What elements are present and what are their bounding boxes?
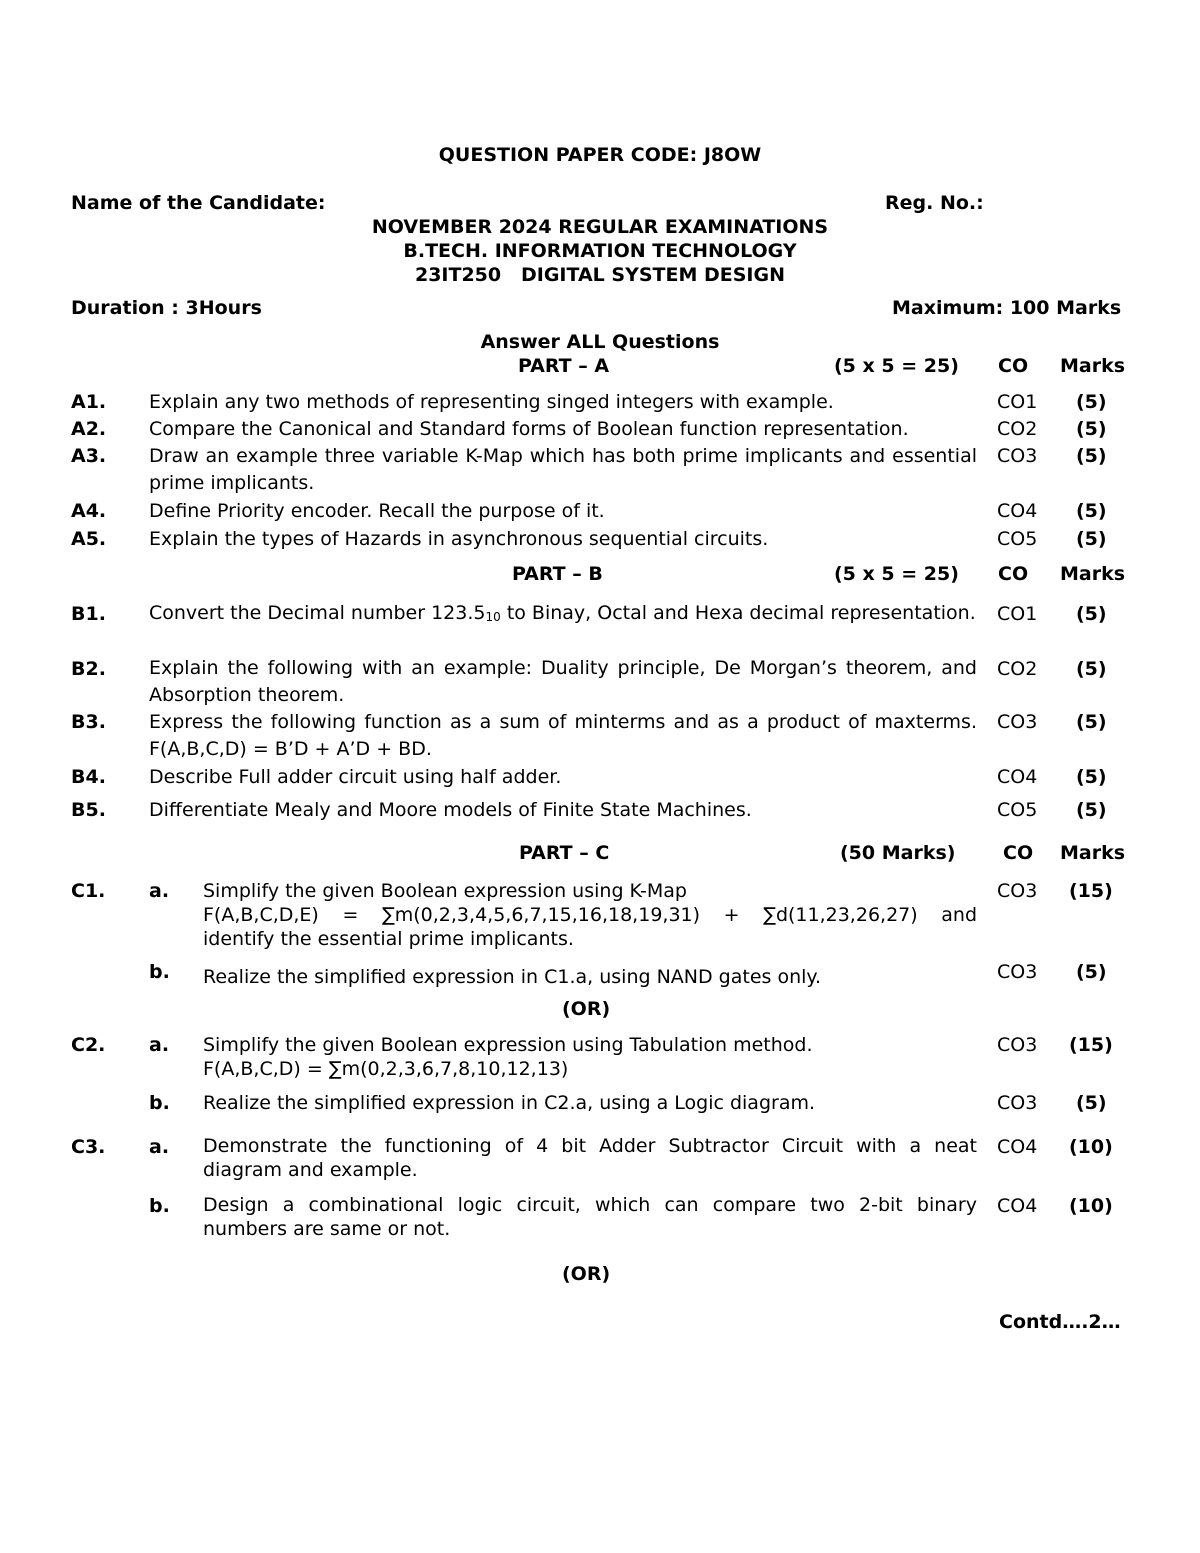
part-a-co-header: CO [998,355,1029,377]
question-text [149,600,977,631]
question-text-part: to Binay, Octal and Hexa decimal representation. [500,602,976,624]
question-text-line: identify the essential prime implicants. [203,928,574,950]
question-text: Explain the following with an example: Duality principle, De Morgan’s theorem, and Absorption theorem. [149,657,977,706]
question-marks: (5) [1076,528,1107,550]
question-co: CO4 [997,500,1038,522]
reg-no-label: Reg. No.: [885,192,984,214]
question-co: CO4 [997,1195,1038,1217]
sub-question-label: b. [149,1195,170,1217]
part-c-co-header: CO [1003,842,1034,864]
question-text-line: Simplify the given Boolean expression using Tabulation method. [203,1034,813,1056]
expression-line: F(A,B,C,D) = ∑m(0,2,3,6,7,8,10,12,13) [203,1058,569,1080]
question-marks: (5) [1076,500,1107,522]
question-text: Explain any two methods of representing singed integers with example. [149,391,834,413]
question-co: CO2 [997,418,1038,440]
question-marks: (10) [1069,1195,1113,1217]
question-label: A2. [71,418,107,440]
paper-code: QUESTION PAPER CODE: J8OW [438,144,762,166]
question-co: CO3 [997,711,1038,733]
question-marks: (15) [1069,880,1113,902]
question-text: Draw an example three variable K-Map which has both prime implicants and essential prime implicants. [149,445,977,494]
question-co: CO1 [997,603,1038,625]
question-co: CO5 [997,799,1038,821]
continued-note: Contd….2… [999,1311,1121,1333]
question-text: Demonstrate the functioning of 4 bit Adder Subtractor Circuit with a neat diagram and example. [203,1135,977,1181]
question-co: CO4 [997,766,1038,788]
question-label: C2. [71,1034,106,1056]
question-co: CO1 [997,391,1038,413]
question-text: Explain the types of Hazards in asynchronous sequential circuits. [149,528,769,550]
programme-title: B.TECH. INFORMATION TECHNOLOGY [403,240,797,262]
question-co: CO3 [997,445,1038,467]
duration: Duration : 3Hours [71,297,262,319]
question-co: CO3 [997,961,1038,983]
question-co: CO4 [997,1136,1038,1158]
question-text: Differentiate Mealy and Moore models of Finite State Machines. [149,799,752,821]
question-text-line: Realize the simplified expression in C1.a, using NAND gates only. [203,966,821,988]
question-text-line: Realize the simplified expression in C2.a, using a Logic diagram. [203,1092,816,1114]
question-label: B5. [71,799,106,821]
question-marks: (5) [1076,445,1107,467]
question-marks: (5) [1076,391,1107,413]
question-text: Compare the Canonical and Standard forms of Boolean function representation. [149,418,909,440]
question-marks: (5) [1076,766,1107,788]
question-label: B4. [71,766,106,788]
course-code: 23IT250 [414,264,502,286]
sub-question-label: a. [149,880,170,902]
question-text: Define Priority encoder. Recall the purpose of it. [149,500,605,522]
question-marks: (5) [1076,658,1107,680]
question-marks: (5) [1076,711,1107,733]
question-text-part: Convert the Decimal number 123.5 [149,602,486,624]
question-label: C1. [71,880,106,902]
candidate-name-label: Name of the Candidate: [71,192,326,214]
sub-question-label: a. [149,1136,170,1158]
part-b-title: PART – B [512,563,603,585]
part-c-scheme: (50 Marks) [840,842,956,864]
expression-line: F(A,B,C,D,E) = ∑m(0,2,3,4,5,6,7,15,16,18,19,31) + ∑d(11,23,26,27) and [203,904,977,926]
question-co: CO2 [997,658,1038,680]
part-a-marks-header: Marks [1060,355,1126,377]
question-text-line: Simplify the given Boolean expression using K-Map [203,880,687,902]
part-a-title: PART – A [518,355,610,377]
question-co: CO5 [997,528,1038,550]
maximum-marks: Maximum: 100 Marks [892,297,1122,319]
instruction: Answer ALL Questions [480,331,720,353]
course-name: DIGITAL SYSTEM DESIGN [520,264,785,286]
subscript-base: 10 [485,610,501,624]
question-marks: (10) [1069,1136,1113,1158]
question-label: A4. [71,500,107,522]
question-label: B1. [71,603,106,625]
part-b-marks-header: Marks [1060,563,1126,585]
question-marks: (5) [1076,418,1107,440]
part-b-co-header: CO [998,563,1029,585]
part-c-title: PART – C [519,842,610,864]
question-label: C3. [71,1136,106,1158]
sub-question-label: b. [149,1092,170,1114]
question-text: Design a combinational logic circuit, which can compare two 2-bit binary numbers are same or not. [203,1194,977,1240]
part-a-scheme: (5 x 5 = 25) [834,355,959,377]
question-label: A3. [71,445,107,467]
exam-title: NOVEMBER 2024 REGULAR EXAMINATIONS [371,216,829,238]
sub-question-label: b. [149,961,170,983]
question-text: Describe Full adder circuit using half adder. [149,766,562,788]
part-c-marks-header: Marks [1060,842,1126,864]
question-text: Express the following function as a sum of minterms and as a product of maxterms. F(A,B,C,D) = B’D + A’D + BD. [149,711,977,760]
question-marks: (5) [1076,1092,1107,1114]
sub-question-label: a. [149,1034,170,1056]
or-separator: (OR) [562,1263,611,1285]
or-separator: (OR) [562,998,611,1020]
question-label: B2. [71,658,106,680]
part-b-scheme: (5 x 5 = 25) [834,563,959,585]
question-co: CO3 [997,880,1038,902]
question-marks: (5) [1076,799,1107,821]
question-co: CO3 [997,1092,1038,1114]
question-label: A1. [71,391,107,413]
question-marks: (5) [1076,961,1107,983]
question-co: CO3 [997,1034,1038,1056]
question-label: B3. [71,711,106,733]
question-marks: (5) [1076,603,1107,625]
course-title [0,264,1200,286]
question-marks: (15) [1069,1034,1113,1056]
question-label: A5. [71,528,107,550]
